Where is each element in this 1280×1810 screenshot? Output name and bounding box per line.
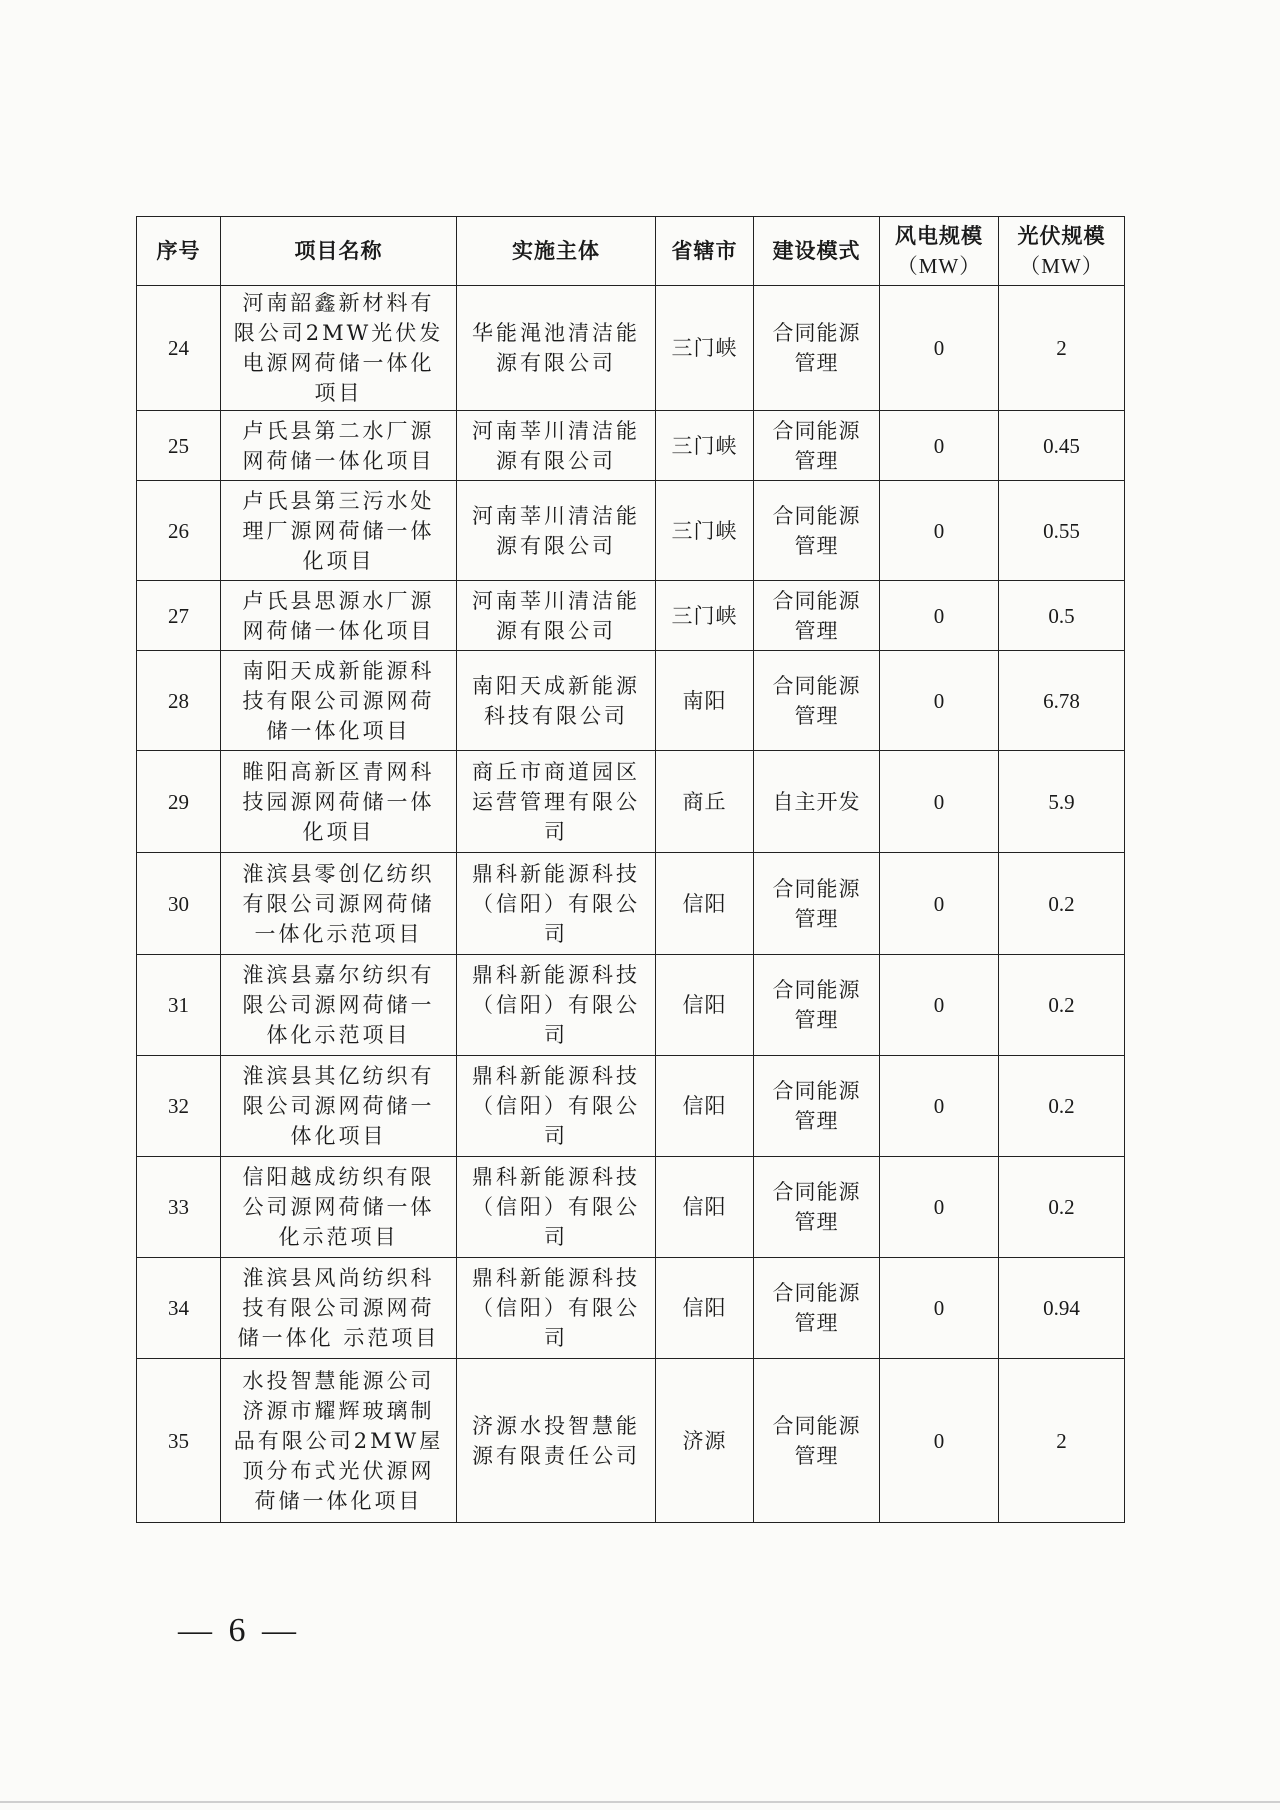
cell-mode: 合同能源管理: [754, 286, 880, 411]
cell-no: 27: [137, 581, 221, 651]
header-no: 序号: [137, 217, 221, 286]
cell-city: 信阳: [656, 853, 754, 955]
cell-no: 26: [137, 481, 221, 581]
cell-name: 淮滨县嘉尔纺织有限公司源网荷储一体化示范项目: [221, 955, 457, 1056]
header-pv: [999, 217, 1125, 286]
cell-name: 信阳越成纺织有限公司源网荷储一体化示范项目: [221, 1157, 457, 1258]
cell-wind: 0: [880, 955, 999, 1056]
cell-wind: 0: [880, 1157, 999, 1258]
cell-city: 三门峡: [656, 286, 754, 411]
cell-city: 信阳: [656, 955, 754, 1056]
cell-mode: 合同能源管理: [754, 1056, 880, 1157]
cell-pv: 0.55: [999, 481, 1125, 581]
projects-table: [136, 216, 1125, 1523]
cell-wind: 0: [880, 1359, 999, 1523]
cell-name: 卢氏县第三污水处理厂源网荷储一体化项目: [221, 481, 457, 581]
page-edge-divider: [0, 1801, 1280, 1803]
cell-entity: 鼎科新能源科技（信阳）有限公司: [457, 1056, 656, 1157]
table-row: [137, 481, 1125, 581]
cell-pv: 0.2: [999, 955, 1125, 1056]
cell-pv: 2: [999, 1359, 1125, 1523]
cell-name: 淮滨县零创亿纺织有限公司源网荷储一体化示范项目: [221, 853, 457, 955]
cell-entity: 商丘市商道园区运营管理有限公司: [457, 751, 656, 853]
cell-pv: 0.94: [999, 1258, 1125, 1359]
cell-name: 河南韶鑫新材料有限公司2MW光伏发电源网荷储一体化项目: [221, 286, 457, 411]
cell-mode: 合同能源管理: [754, 853, 880, 955]
cell-entity: 河南莘川清洁能源有限公司: [457, 481, 656, 581]
cell-no: 28: [137, 651, 221, 751]
cell-no: 33: [137, 1157, 221, 1258]
header-mode: 建设模式: [754, 217, 880, 286]
table-row: [137, 581, 1125, 651]
cell-no: 31: [137, 955, 221, 1056]
table-row: [137, 1258, 1125, 1359]
cell-city: 信阳: [656, 1056, 754, 1157]
cell-name: 水投智慧能源公司济源市耀辉玻璃制品有限公司2MW屋顶分布式光伏源网荷储一体化项目: [221, 1359, 457, 1523]
header-wind-label: 风电规模: [895, 224, 983, 248]
cell-pv: 0.2: [999, 1157, 1125, 1258]
table-row: [137, 853, 1125, 955]
table-row: [137, 411, 1125, 481]
cell-wind: 0: [880, 581, 999, 651]
cell-wind: 0: [880, 286, 999, 411]
cell-wind: 0: [880, 651, 999, 751]
cell-no: 35: [137, 1359, 221, 1523]
cell-pv: 0.5: [999, 581, 1125, 651]
cell-city: 南阳: [656, 651, 754, 751]
cell-name: 卢氏县第二水厂源网荷储一体化项目: [221, 411, 457, 481]
table-row: [137, 955, 1125, 1056]
cell-pv: 0.45: [999, 411, 1125, 481]
header-wind: [880, 217, 999, 286]
cell-mode: 合同能源管理: [754, 481, 880, 581]
cell-pv: 0.2: [999, 1056, 1125, 1157]
cell-wind: 0: [880, 853, 999, 955]
cell-mode: 合同能源管理: [754, 1359, 880, 1523]
cell-mode: 合同能源管理: [754, 955, 880, 1056]
page-number: — 6 —: [178, 1612, 300, 1649]
table-row: [137, 751, 1125, 853]
cell-wind: 0: [880, 1056, 999, 1157]
cell-name: 南阳天成新能源科技有限公司源网荷储一体化项目: [221, 651, 457, 751]
cell-wind: 0: [880, 481, 999, 581]
cell-city: 三门峡: [656, 581, 754, 651]
header-entity: 实施主体: [457, 217, 656, 286]
cell-no: 34: [137, 1258, 221, 1359]
cell-mode: 合同能源管理: [754, 1258, 880, 1359]
cell-no: 25: [137, 411, 221, 481]
cell-entity: 鼎科新能源科技（信阳）有限公司: [457, 1157, 656, 1258]
cell-mode: 自主开发: [754, 751, 880, 853]
cell-entity: 鼎科新能源科技（信阳）有限公司: [457, 853, 656, 955]
cell-pv: 6.78: [999, 651, 1125, 751]
cell-entity: 南阳天成新能源科技有限公司: [457, 651, 656, 751]
cell-city: 济源: [656, 1359, 754, 1523]
cell-city: 三门峡: [656, 411, 754, 481]
cell-name: 淮滨县其亿纺织有限公司源网荷储一体化项目: [221, 1056, 457, 1157]
cell-pv: 5.9: [999, 751, 1125, 853]
cell-name: 卢氏县思源水厂源网荷储一体化项目: [221, 581, 457, 651]
cell-no: 24: [137, 286, 221, 411]
cell-pv: 0.2: [999, 853, 1125, 955]
cell-wind: 0: [880, 751, 999, 853]
cell-name: 睢阳高新区青网科技园源网荷储一体化项目: [221, 751, 457, 853]
header-pv-label: 光伏规模: [1017, 224, 1106, 248]
cell-city: 信阳: [656, 1157, 754, 1258]
cell-name: 淮滨县风尚纺织科技有限公司源网荷储一体化 示范项目: [221, 1258, 457, 1359]
cell-entity: 河南莘川清洁能源有限公司: [457, 411, 656, 481]
header-row: [137, 217, 1125, 286]
cell-city: 信阳: [656, 1258, 754, 1359]
cell-entity: 济源水投智慧能源有限责任公司: [457, 1359, 656, 1523]
cell-no: 32: [137, 1056, 221, 1157]
cell-mode: 合同能源管理: [754, 651, 880, 751]
cell-entity: 鼎科新能源科技（信阳）有限公司: [457, 1258, 656, 1359]
table-row: [137, 1359, 1125, 1523]
cell-entity: 鼎科新能源科技（信阳）有限公司: [457, 955, 656, 1056]
header-city: 省辖市: [656, 217, 754, 286]
cell-pv: 2: [999, 286, 1125, 411]
cell-mode: 合同能源管理: [754, 1157, 880, 1258]
cell-mode: 合同能源管理: [754, 581, 880, 651]
header-wind-unit: （MW）: [896, 254, 982, 278]
table-row: [137, 651, 1125, 751]
cell-mode: 合同能源管理: [754, 411, 880, 481]
cell-entity: 华能渑池清洁能源有限公司: [457, 286, 656, 411]
header-pv-unit: （MW）: [1019, 254, 1104, 278]
cell-entity: 河南莘川清洁能源有限公司: [457, 581, 656, 651]
table-row: [137, 1056, 1125, 1157]
table-row: [137, 1157, 1125, 1258]
cell-city: 商丘: [656, 751, 754, 853]
cell-wind: 0: [880, 411, 999, 481]
table-row: [137, 286, 1125, 411]
cell-no: 30: [137, 853, 221, 955]
cell-city: 三门峡: [656, 481, 754, 581]
cell-no: 29: [137, 751, 221, 853]
header-name: 项目名称: [221, 217, 457, 286]
cell-wind: 0: [880, 1258, 999, 1359]
